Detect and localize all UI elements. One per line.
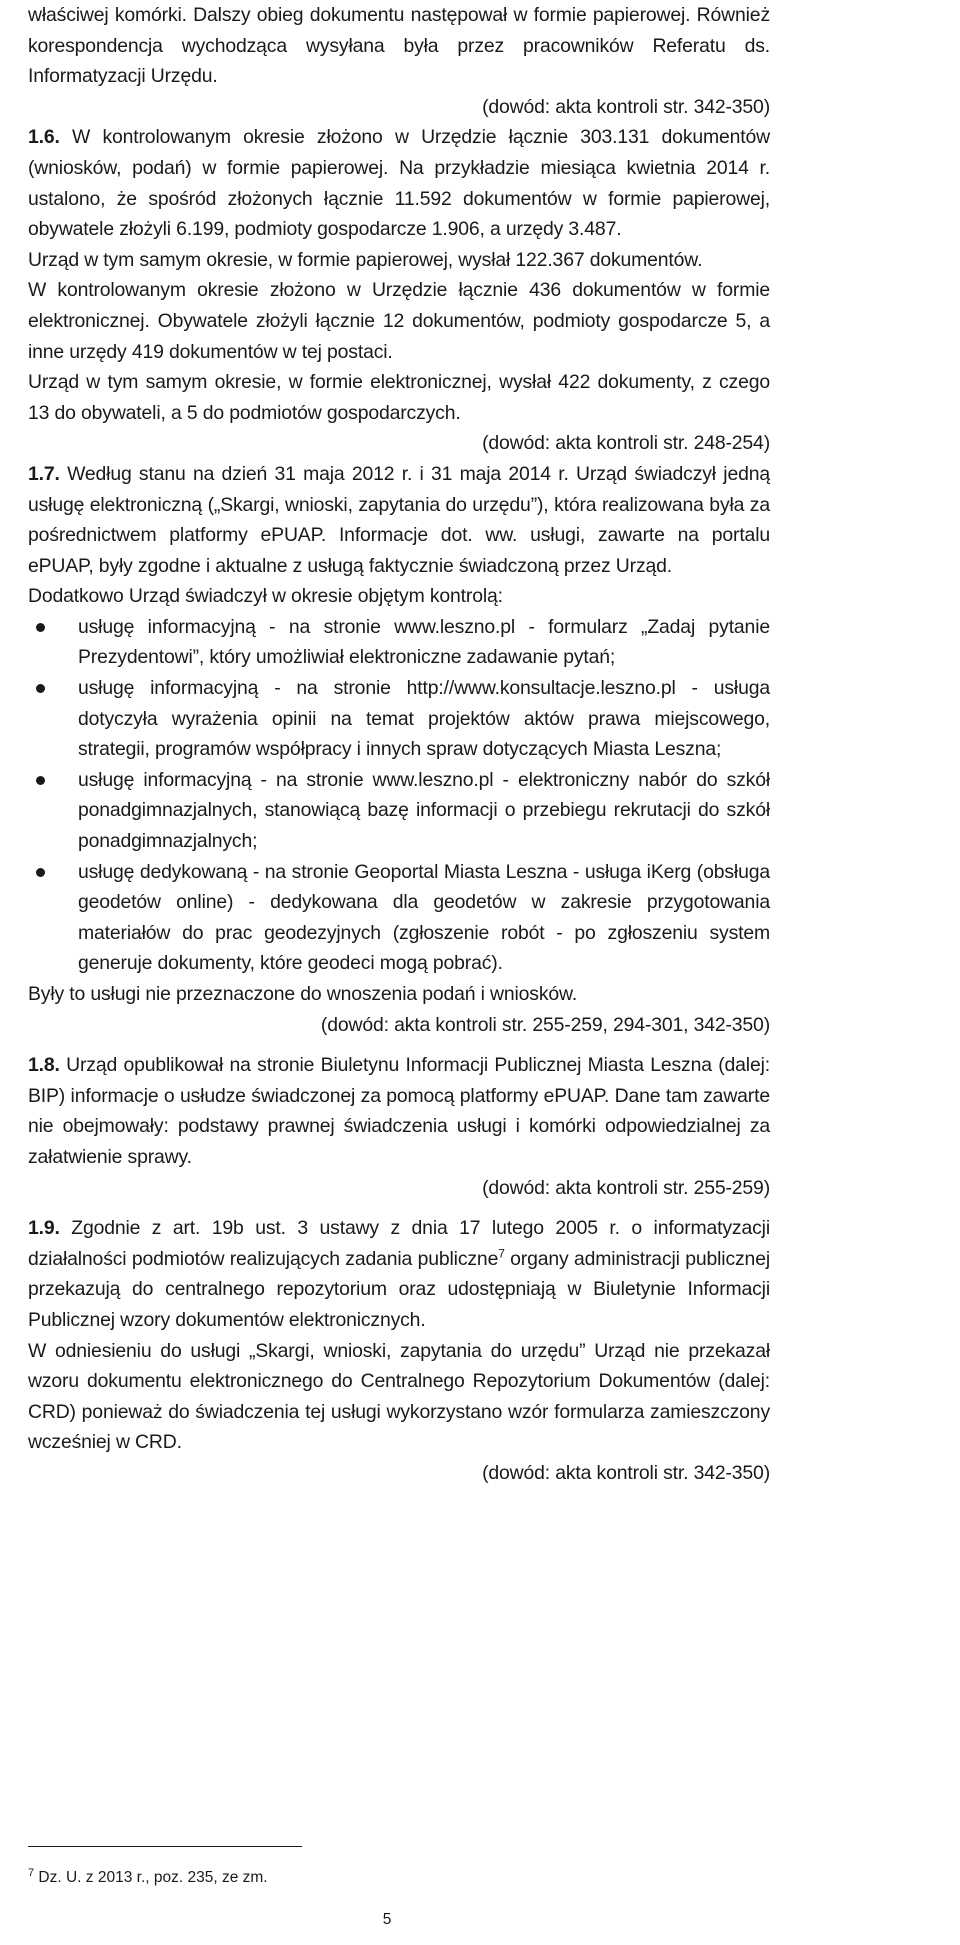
section-1-9-text: Zgodnie z art. 19b ust. 3 ustawy z dnia 17 lutego 2005 r. o informatyzacji działalności podmiotów realizujących zadania publiczne: [28, 1217, 770, 1270]
section-1-9-paragraph-2: W odniesieniu do usługi „Skargi, wnioski, zapytania do urzędu” Urząd nie przekazał wzoru dokumentu elektronicznego do Centralnego Repozytorium Dokumentów (dalej: CRD) ponieważ do świadczenia tej usługi wykorzystano wzór formularza zamieszczony wcześniej w CRD.: [28, 1339, 770, 1454]
section-1-6-paragraph-2: Urząd w tym samym okresie, w formie papierowej, wysłał 122.367 dokumentów.: [28, 248, 703, 271]
evidence-reference: (dowód: akta kontroli str. 255-259, 294-301, 342-350): [320, 1013, 770, 1036]
section-1-7-text: Według stanu na dzień 31 maja 2012 r. i 31 maja 2014 r. Urząd świadczył jedną usługę elektroniczną („Skargi, wnioski, zapytania do urzędu”), która realizowana była za pośrednictwem platformy ePUAP. Informacje dot. ww. usługi, zawarte na portalu ePUAP, były zgodne i aktualne z usługą faktycznie świadczoną przez Urząd.: [28, 462, 770, 577]
list-item: [28, 765, 770, 857]
footnote-separator: [28, 1846, 302, 1847]
list-item-text: usługę informacyjną - na stronie http://www.konsultacje.leszno.pl - usługa dotyczyła wyrażenia opinii na temat projektów aktów prawa miejscowego, strategii, programów współpracy i innych spraw dotyczących Miasta Leszna;: [78, 677, 770, 761]
page-number: 5: [382, 1911, 392, 1928]
bullet-icon: [36, 776, 45, 785]
section-number: 1.6.: [28, 126, 60, 149]
evidence-reference: (dowód: akta kontroli str. 342-350): [482, 1461, 770, 1484]
services-list: [28, 612, 770, 979]
list-item-text: usługę informacyjną - na stronie www.leszno.pl - formularz „Zadaj pytanie Prezydentowi”, który umożliwiał elektroniczne zadawanie pytań;: [78, 615, 770, 669]
list-item: [28, 612, 770, 673]
bullet-icon: [36, 623, 45, 632]
section-1-7-intro-to-list: Dodatkowo Urząd świadczył w okresie objętym kontrolą:: [28, 585, 503, 608]
list-item-text: usługę dedykowaną - na stronie Geoportal Miasta Leszna - usługa iKerg (obsługa geodetów online) - dedykowana dla geodetów w zakresie przygotowania materiałów do prac geodezyjnych (zgłoszenie robót - po zgłoszeniu system generuje dokumenty, które geodeci mogą pobrać).: [78, 860, 770, 975]
evidence-reference: (dowód: akta kontroli str. 342-350): [482, 95, 770, 118]
section-1-8-paragraph: [28, 1050, 770, 1172]
section-1-9-paragraph: [28, 1213, 770, 1335]
evidence-reference: (dowód: akta kontroli str. 255-259): [482, 1176, 770, 1199]
list-item-text: usługę informacyjną - na stronie www.leszno.pl - elektroniczny nabór do szkół ponadgimnazjalnych, stanowiącą bazę informacji o przebiegu rekrutacji do szkół ponadgimnazjalnych;: [78, 768, 770, 853]
section-number: 1.8.: [28, 1054, 60, 1077]
section-number: 1.7.: [28, 462, 60, 485]
footnote: [28, 1868, 268, 1888]
section-1-6-paragraph-3: W kontrolowanym okresie złożono w Urzędzie łącznie 436 dokumentów w formie elektronicznej. Obywatele złożyli łącznie 12 dokumentów, podmioty gospodarcze 5, a inne urzędy 419 dokumentów w tej postaci.: [28, 279, 770, 363]
section-1-9-text-continued: organy administracji publicznej przekazują do centralnego repozytorium oraz udostępniają w Biuletynie Informacji Publicznej wzory dokumentów elektronicznych.: [28, 1247, 770, 1331]
footnote-mark: 7: [28, 1866, 35, 1879]
section-1-6-paragraph-4: Urząd w tym samym okresie, w formie elektronicznej, wysłał 422 dokumenty, z czego 13 do obywateli, a 5 do podmiotów gospodarczych.: [28, 371, 770, 424]
footnote-reference[interactable]: 7: [498, 1246, 505, 1261]
bullet-icon: [36, 868, 45, 877]
footnote-text: Dz. U. z 2013 r., poz. 235, ze zm.: [34, 1869, 268, 1886]
bullet-icon: [36, 684, 45, 693]
evidence-reference: (dowód: akta kontroli str. 248-254): [482, 432, 770, 455]
section-1-7-paragraph-3: Były to usługi nie przeznaczone do wnoszenia podań i wniosków.: [28, 983, 578, 1005]
document-page: [28, 0, 770, 1489]
list-item: [28, 857, 770, 979]
section-1-7-paragraph: [28, 459, 770, 581]
list-item: [28, 673, 770, 765]
section-number: 1.9.: [28, 1217, 60, 1240]
section-1-6-paragraph: [28, 122, 770, 244]
section-1-6-text: W kontrolowanym okresie złożono w Urzędzie łącznie 303.131 dokumentów (wniosków, podań) w formie papierowej. Na przykładzie miesiąca kwietnia 2014 r. ustalono, że spośród złożonych łącznie 11.592 dokumentów w formie papierowej, obywatele złożyli 6.199, podmioty gospodarcze 1.906, a urzędy 3.487.: [28, 126, 770, 241]
intro-paragraph: właściwej komórki. Dalszy obieg dokumentu następował w formie papierowej. Również korespondencja wychodząca wysyłana była przez pracowników Referatu ds. Informatyzacji Urzędu.: [28, 4, 770, 88]
section-1-8-text: Urząd opublikował na stronie Biuletynu Informacji Publicznej Miasta Leszna (dalej: BIP) informacje o usłudze świadczonej za pomocą platformy ePUAP. Dane tam zawarte nie obejmowały: podstawy prawnej świadczenia usługi i komórki odpowiedzialnej za załatwienie sprawy.: [28, 1054, 770, 1168]
